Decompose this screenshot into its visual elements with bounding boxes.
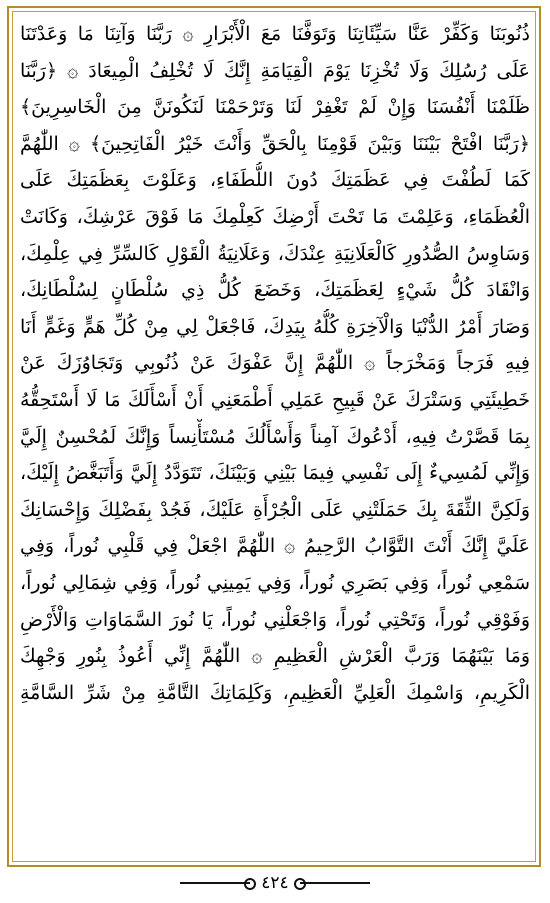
text-line: وَصَارَ أَمْرُ الدُّنْيَا وَالْآخِرَةِ كُلُّهُ بِيَدِكَ، فَاجْعَلْ لِي مِنْ كُلِّ هَمٍّ وَغَمٍّ أَنَا <box>20 315 530 338</box>
text-line: سَمْعِي نُوراً، وَفِي بَصَرِي نُوراً، وَفِي يَمِينِي نُوراً، وَفِي شِمَالِي نُوراً، <box>20 571 530 594</box>
text-line: وَانْقَادَ كُلُّ شَيْءٍ لِعَظَمَتِكَ، وَخَضَعَ كُلُّ ذِي سُلْطَانٍ لِسُلْطَانِكَ، <box>20 279 530 302</box>
text-line: وَفَوْقِي نُوراً، وَتَحْتِي نُوراً، وَاجْعَلْنِي نُوراً، يَا نُورَ السَّمَاوَاتِ وَالْأَرْضِ <box>20 608 530 631</box>
text-line: وَإِنِّي لَمُسِيءٌ إِلَى نَفْسِي فِيمَا بَيْنِي وَبَيْنَكَ، تَتَوَدَّدُ إِلَيَّ وَأَتَبَغَّضُ إِلَيْكَ، <box>20 462 530 485</box>
text-line: الْعُظَمَاءِ، وَعَلِمْتَ مَا تَحْتَ أَرْضِكَ كَعِلْمِكَ مَا فَوْقَ عَرْشِكَ، وَكَانَتْ <box>20 205 530 228</box>
text-line: ﴿رَبَّنَا افْتَحْ بَيْنَنَا وَبَيْنَ قَوْمِنَا بِالْحَقِّ وَأَنْتَ خَيْرُ الْفَاتِحِينَ﴾ ۞ اللّٰهُمَّ <box>20 132 530 155</box>
text-line: خَطِيئَتِي وَسَتْرَكَ عَنْ قَبِيحِ عَمَلِي أَطْمَعَنِي أَنْ أَسْأَلَكَ مَا لَا أَسْتَحِقُّهُ <box>20 388 530 411</box>
text-line: عَلَيَّ إِنَّكَ أَنْتَ التَّوَّابُ الرَّحِيمُ ۞ اللّٰهُمَّ اجْعَلْ فِي قَلْبِي نُوراً، وَفِي <box>20 535 530 558</box>
page-footer <box>0 872 550 900</box>
page-number: ٤٢٤ <box>261 872 289 893</box>
text-line: بِمَا قَصَّرْتُ فِيهِ، أَدْعُوكَ آمِناً وَأَسْأَلُكَ مُسْتَأْنِساً وَإِنَّكَ لَمُحْسِنٌ إِلَيَّ <box>20 425 530 448</box>
ornament-icon <box>300 882 370 884</box>
text-line: وَلَكِنَّ الثِّقَةَ بِكَ حَمَلَتْنِي عَلَى الْجُرْأَةِ عَلَيْكَ، فَجُدْ بِفَضْلِكَ وَإِحْسَانِكَ <box>20 498 530 521</box>
page-text-body <box>20 16 530 856</box>
text-line: كَمَا لَطُفْتَ فِي عَظَمَتِكَ دُونَ اللُّطَفَاءِ، وَعَلَوْتَ بِعَظَمَتِكَ عَلَى <box>20 169 530 192</box>
text-line: ذُنُوبَنَا وَكَفِّرْ عَنَّا سَيِّئَاتِنَا وَتَوَفَّنَا مَعَ الْأَبْرَارِ ۞ رَبَّنَا وَآتِنَا مَا وَعَدْتَنَا <box>20 23 530 45</box>
text-line: الْكَرِيمِ، وَاسْمِكَ الْعَلِيِّ الْعَظِيمِ، وَكَلِمَاتِكَ التَّامَّةِ مِنْ شَرِّ السَّامَّةِ <box>20 681 530 704</box>
ornament-icon <box>180 882 250 884</box>
text-line: وَسَاوِسُ الصُّدُورِ كَالْعَلَانِيَةِ عِنْدَكَ، وَعَلَانِيَةُ الْقَوْلِ كَالسِّرِّ فِي عِلْمِكَ، <box>20 242 530 265</box>
text-line: ظَلَمْنَا أَنْفُسَنَا وَإِنْ لَمْ تَغْفِرْ لَنَا وَتَرْحَمْنَا لَنَكُونَنَّ مِنَ الْخَاسِرِينَ﴾ <box>20 96 530 119</box>
text-line: وَمَا بَيْنَهُمَا وَرَبَّ الْعَرْشِ الْعَظِيمِ ۞ اللّٰهُمَّ إِنِّي أَعُوذُ بِنُورِ وَجْهِكَ <box>20 645 530 668</box>
text-line: فِيهِ فَرَجاً وَمَخْرَجاً ۞ اللّٰهُمَّ إِنَّ عَفْوَكَ عَنْ ذُنُوبِي وَتَجَاوُزَكَ عَنْ <box>20 352 530 375</box>
text-line: عَلَى رُسُلِكَ وَلَا تُخْزِنَا يَوْمَ الْقِيَامَةِ إِنَّكَ لَا تُخْلِفُ الْمِيعَادَ ۞ ﴿رَبَّنَا <box>20 59 530 82</box>
